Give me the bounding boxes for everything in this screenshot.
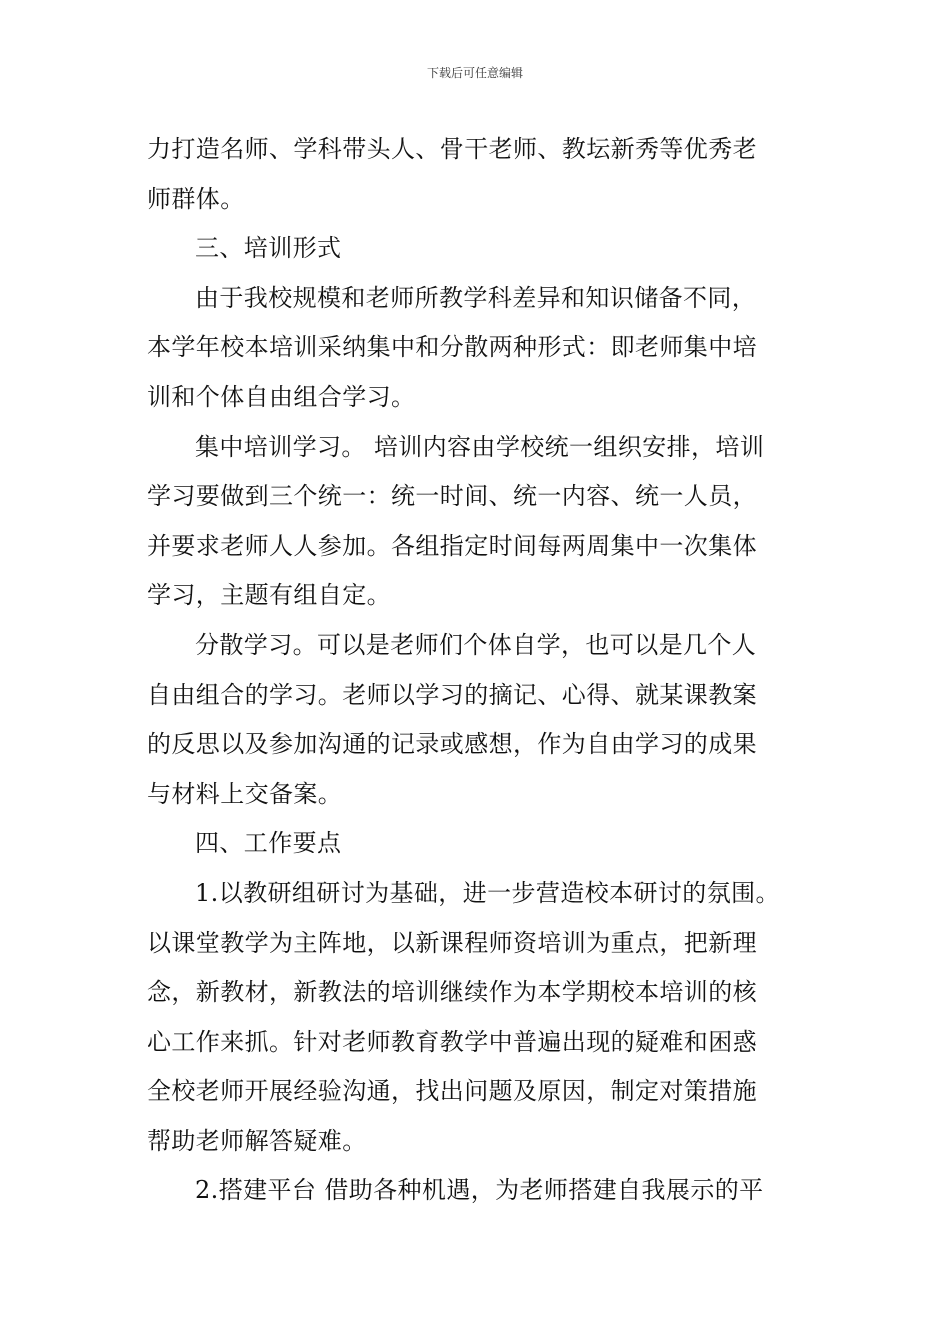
text-line: 1.以教研组研讨为基础，进一步营造校本研讨的氛围。 <box>195 878 780 907</box>
text-line: 四、工作要点 <box>195 829 342 858</box>
page-header: 下载后可任意编辑 <box>426 66 523 80</box>
text-line: 并要求老师人人参加。各组指定时间每两周集中一次集体 <box>147 531 757 560</box>
document-body <box>147 125 807 1216</box>
text-line: 的反思以及参加沟通的记录或感想，作为自由学习的成果 <box>147 730 757 759</box>
text-line: 帮助老师解答疑难。 <box>147 1126 367 1155</box>
text-line: 集中培训学习。 培训内容由学校统一组织安排，培训 <box>195 432 765 461</box>
text-line: 训和个体自由组合学习。 <box>147 382 416 411</box>
text-line: 与材料上交备案。 <box>147 779 343 808</box>
text-line: 以课堂教学为主阵地，以新课程师资培训为重点，把新理 <box>147 928 757 957</box>
text-line: 由于我校规模和老师所教学科差异和知识储备不同， <box>195 283 757 312</box>
text-line: 师群体。 <box>147 184 245 213</box>
text-line: 本学年校本培训采纳集中和分散两种形式：即老师集中培 <box>147 333 757 362</box>
text-line: 2.搭建平台 借助各种机遇，为老师搭建自我展示的平 <box>195 1176 764 1205</box>
text-line: 自由组合的学习。老师以学习的摘记、心得、就某课教案 <box>147 680 757 709</box>
text-line: 分散学习。可以是老师们个体自学，也可以是几个人 <box>195 630 757 659</box>
text-line: 念，新教材，新教法的培训继续作为本学期校本培训的核 <box>147 978 757 1007</box>
text-line: 学习要做到三个统一：统一时间、统一内容、统一人员， <box>147 482 757 511</box>
text-line: 三、培训形式 <box>195 234 342 263</box>
text-line: 力打造名师、学科带头人、骨干老师、教坛新秀等优秀老 <box>147 135 757 163</box>
text-line: 全校老师开展经验沟通，找出问题及原因，制定对策措施 <box>147 1077 757 1106</box>
text-line: 心工作来抓。针对老师教育教学中普遍出现的疑难和困惑 <box>147 1027 757 1056</box>
text-line: 学习，主题有组自定。 <box>147 581 391 610</box>
